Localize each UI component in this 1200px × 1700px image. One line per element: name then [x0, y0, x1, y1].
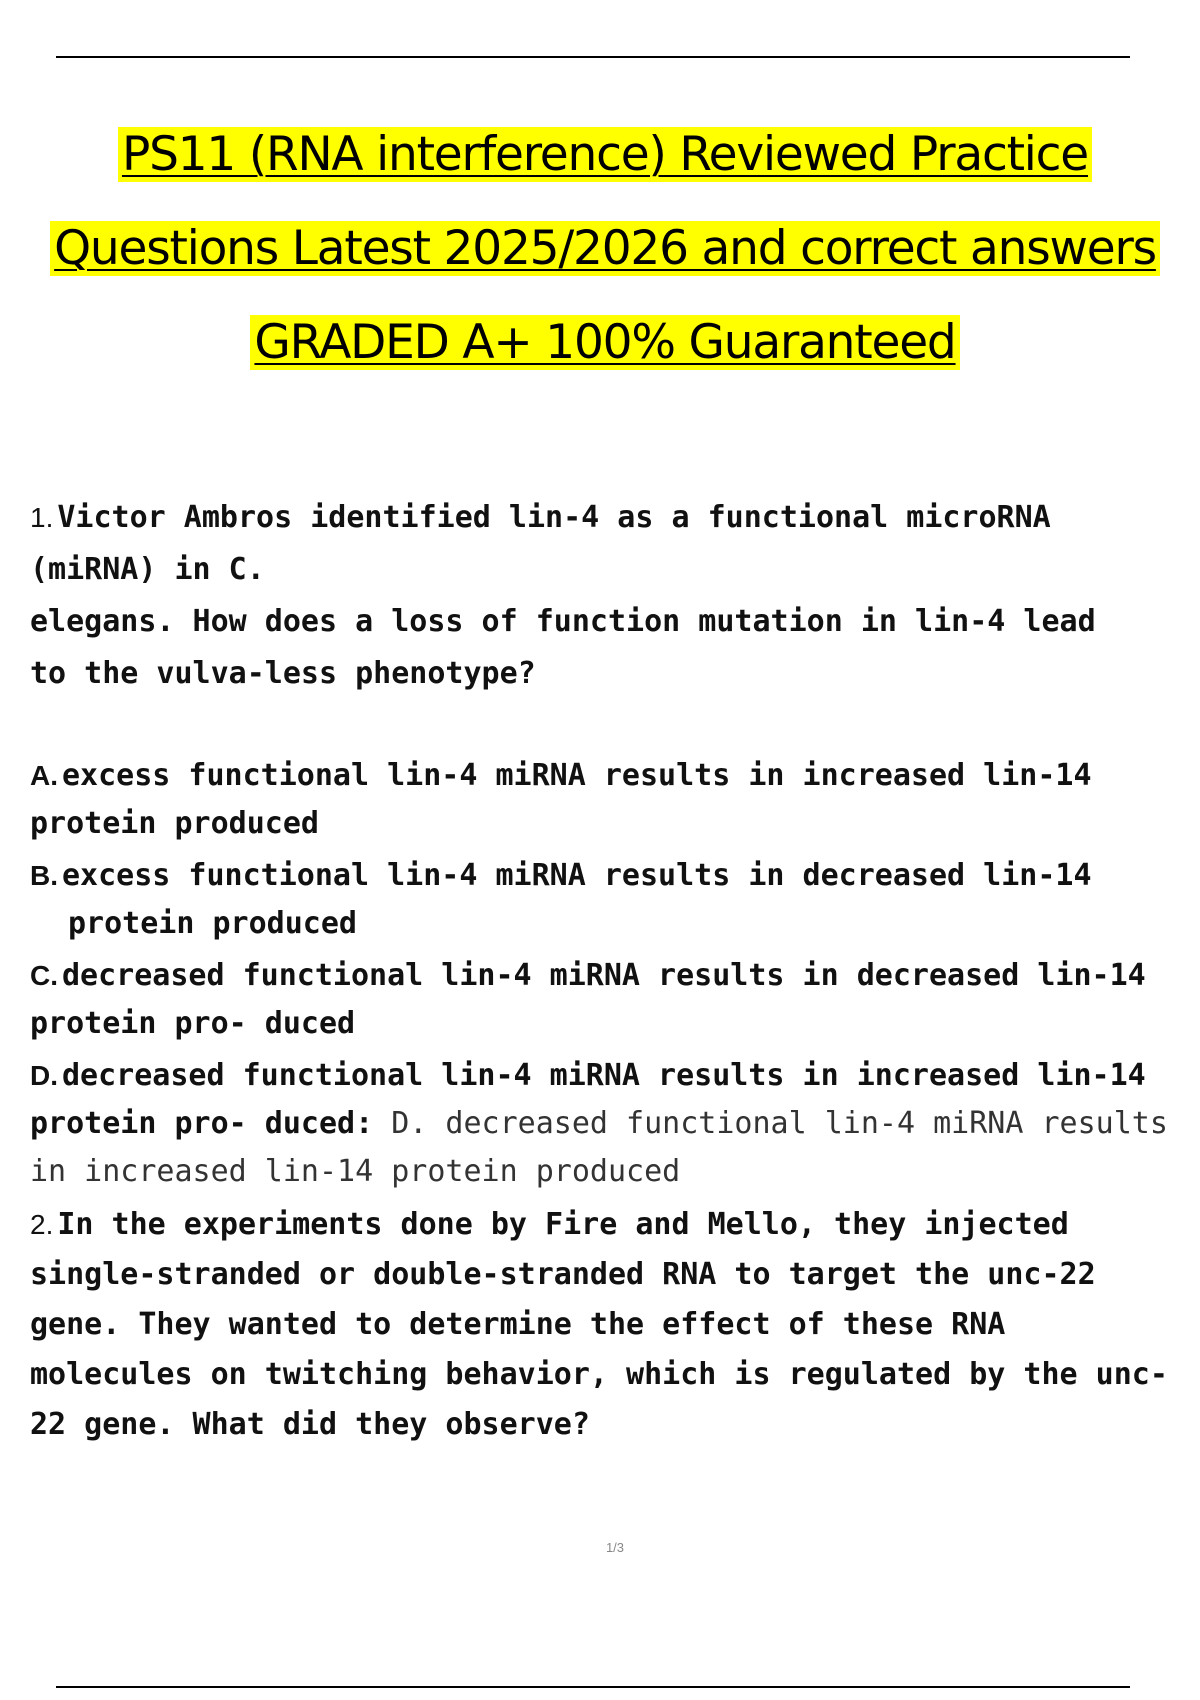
option-text: excess functional lin-4 miRNA results in increased lin-14 protein produced [30, 758, 1092, 841]
correct-answer: D. decreased functional lin-4 miRNA results in increased lin-14 protein produced [30, 1106, 1168, 1189]
option-letter: A. [30, 760, 58, 791]
top-rule [56, 56, 1130, 58]
question-2 [30, 1200, 1180, 1450]
option-text: excess functional lin-4 miRNA results in decreased lin-14 protein produced [62, 858, 1092, 941]
question-text-line: Victor Ambros identified lin-4 as a functional microRNA [57, 500, 1051, 535]
question-number: 1. [30, 502, 54, 533]
question-1 [30, 492, 1180, 700]
title-line-3: GRADED A+ 100% Guaranteed [250, 315, 959, 370]
question-text-line: (miRNA) in C. [30, 552, 265, 587]
question-text-line: elegans. How does a loss of function mutation in lin-4 lead [30, 604, 1096, 639]
option-c [30, 952, 1180, 1048]
title-line-2: Questions Latest 2025/2026 and correct answers [50, 221, 1160, 276]
option-letter: C. [30, 960, 58, 991]
option-text: decreased functional lin-4 miRNA results in decreased lin-14 protein pro- duced [30, 958, 1146, 1041]
option-letter: B. [30, 860, 58, 891]
question-text-line: to the vulva-less phenotype? [30, 656, 536, 691]
bottom-rule [56, 1686, 1130, 1688]
option-text: decreased functional lin-4 miRNA results in increased lin-14 protein pro- duced: [30, 1058, 1146, 1141]
option-b [30, 852, 1180, 948]
option-d [30, 1052, 1180, 1196]
title-line-1: PS11 (RNA interference) Reviewed Practice [118, 127, 1092, 182]
page-indicator: 1/3 [605, 1540, 625, 1555]
question-number: 2. [30, 1209, 54, 1240]
option-a [30, 752, 1180, 848]
question-text: In the experiments done by Fire and Mello, they injected single-stranded or double-stranded RNA to target the unc-22 gene. They wanted to determine the effect of these RNA molecules on twitching behavior, which is regulated by the unc-22 gene. What did they observe? [30, 1207, 1168, 1442]
question-list [30, 492, 1180, 1450]
document-title [40, 108, 1170, 390]
answer-options [30, 752, 1180, 1196]
option-letter: D. [30, 1060, 58, 1091]
